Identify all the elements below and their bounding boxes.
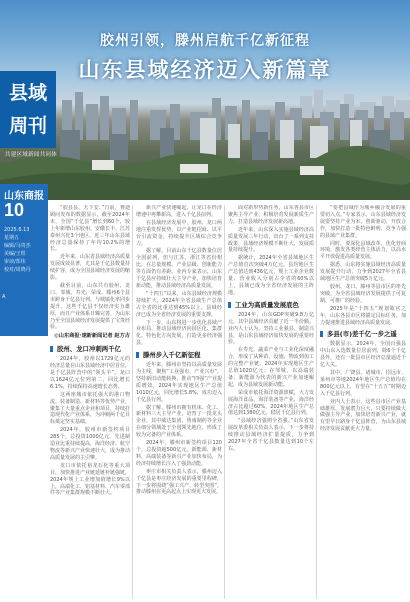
paragraph: 龙口市依托裕龙石化等重大项目，加快推进产业链延链补链强链，2024年规上工业增加值增长9%以上，高端化工、铝基材料、汽车零部件等产业集群规模不断壮大。 bbox=[50, 462, 130, 497]
paragraph: 近年来，滕州市坚持以高质量发展为主线，聚焦“工业强市、产业兴市”，坚持新旧动能转换，推动“四强”产业提质增效，2024年实现地区生产总值1010亿元，同比增长5.8%，成功迈入千亿县行列。 bbox=[136, 362, 222, 403]
paragraph: 业内人士表示，这些县市区产业基础雄厚，发展潜力巨大，只要持续做大做强主导产业，加快培育新兴产业，就有望早日跻身千亿县阵营，为山东县域经济发展贡献更大力量。 bbox=[320, 398, 406, 433]
paragraph: 近年来，山东深入实施县域经济高质量发展三年行动，出台了一系列支持政策，县域经济规模不断壮大，发展质量持续提升。 bbox=[228, 226, 314, 254]
paragraph: 在县域经济发展中，胶州、龙口两地注重发挥优势，以产业链招商、以平台引流资金，持续提升区域综合竞争力。 bbox=[136, 219, 222, 247]
paragraph: 据了解，目前山东千亿县数量位居全国前列，但与江苏、浙江等省份相比，在总量规模、产业层级、创新能力等方面仍有差距。业内专家表示，山东千亿县应持续壮大主导产业，加快培育新动能，推动县域经济高质量发展。 bbox=[136, 248, 222, 289]
newspaper-name: 山东商报 bbox=[4, 191, 44, 202]
paragraph: 荣成市依托海洋资源禀赋，大力发展海洋食品、海洋装备等产业，海洋经济占比超过60%，2024年地区生产总值达到1380亿元，稳居千亿县行列。 bbox=[228, 389, 314, 417]
masthead-proofreader: 校对/周晓丹 bbox=[4, 267, 31, 273]
paragraph: “十四五”以来，山东县域经济规模持续扩大，2024年全省县域生产总值占全省的比重达到45%以上，县域经济已成为全省经济发展的重要支撑。 bbox=[136, 290, 222, 318]
hero-title: 山东县域经济迈入新篇章 bbox=[78, 58, 332, 82]
paragraph: 据悉，山东将实施县域经济高质量发展提升行动，力争到2027年全省县域地区生产总值突破5万亿元。 bbox=[320, 262, 406, 283]
article-column-3 bbox=[228, 205, 314, 599]
page-masthead bbox=[0, 184, 48, 336]
section-heading-near-thousand: 多县(市)差千亿一步之遥 bbox=[320, 329, 406, 339]
paragraph: 据统计，2024年全省县域地区生产总值首次突破4万亿元，县均地区生产总值达到436亿元，规上工业企业数量、营业收入分别占全省的60%以上，县域已成为全省经济发展的主阵地。 bbox=[228, 255, 314, 296]
edition-label: A bbox=[2, 294, 6, 300]
paragraph: 数据显示，2024年，全国百强县中山东入选数量位居前列，除6个千亿县外，还有一批县市区经济总量逼近千亿大关。 bbox=[320, 341, 406, 369]
section-heading-tengzhou: 滕州步入千亿新征程 bbox=[136, 350, 222, 360]
article-column-2 bbox=[136, 205, 222, 599]
paragraph: “县域经济强则全省强。”山东省发展改革委相关负责人表示，下一步将持续推动县域经济扩量提质，力争到2027年全省千亿县数量达到10个左右。 bbox=[228, 418, 314, 452]
masthead-info bbox=[4, 226, 46, 274]
paragraph: 枣庄市相关负责人表示，滕州迈入千亿县是枣庄经济发展的重要里程碑，下一步将围绕“强工兴产、转型突围”，推动滕州在更高起点上实现更大发展。 bbox=[136, 468, 222, 496]
hero-banner bbox=[0, 0, 410, 200]
paragraph: 2024年，滕州市新签约项目120个，总投资超500亿元，新能源、新材料、高端装备等新兴产业加快布局，为经济持续增长注入了强劲动能。 bbox=[136, 440, 222, 467]
paragraph: 面对新形势新任务，山东各县市区聚焦主导产业，积极培育发展新质生产力，打造县域经济发展新高地。 bbox=[228, 205, 314, 225]
paragraph: 在寿光，蔬菜产业与工业化深度融合，形成了从种苗、设施、物流到加工的完整产业链，2024年实现地区生产总值1020亿元；在邹城，以高端装备、新能源为代表的新兴产业加速崛起，成为县域发展新动能。 bbox=[228, 347, 314, 388]
paragraph: 2025年是“十四五”规划收官之年，山东各县市区将锚定目标任务，加力提速推进县域经济高质量发展。 bbox=[320, 305, 406, 326]
article-column-1 bbox=[50, 205, 130, 599]
article-column-4 bbox=[320, 205, 406, 599]
paragraph: “胶县县，天下安。”日前，赛迪顾问发布的数据显示，截至2024年末，全国“千亿县”增长到60个，较上年新增山东胶州、安徽长丰、江苏泰州兴化3个地区。近三年山东县域经济总量保持了年均10.2%的增长。 bbox=[50, 205, 130, 253]
masthead-reviewer: 审读/郑伟 bbox=[4, 259, 26, 265]
masthead-weekday: 星期五 bbox=[4, 235, 20, 241]
column-divider bbox=[132, 205, 133, 599]
paragraph: 2024年，胶州以1729亿元的经济总量在山东县域经济中居首位，是千亿县阵营中的“领头羊”。龙口以1624亿元位列第二，同比增长6.1%，持续保持高速增长态势。 bbox=[50, 356, 130, 390]
masthead-date: 2025.6.13 bbox=[4, 227, 30, 233]
paragraph: 同时，要深化县域改革，优化营商环境，激发各类经营主体活力，以高水平开放促进高质量发展。 bbox=[320, 240, 406, 261]
paragraph: 胶州、龙口、滕州等县市区的率先突破，为全省县域经济发展提供了可复制、可推广的经验。 bbox=[320, 283, 406, 304]
paragraph: “要把县域作为城乡融合发展的重要切入点。”专家表示，山东县域经济发展要坚持产业为本、创新驱动、开放合作，加快打造一批特色鲜明、竞争力强的县域产业集群。 bbox=[320, 205, 406, 239]
paragraph: 其中，广饶县、诸城市、招远市、莱州市等地2024年地区生产总值均在800亿元以上，有望在“十五五”时期迈入千亿县行列。 bbox=[320, 370, 406, 397]
paragraph: 下一步，山东将进一步优化县域产业布局，推动县域经济向园区化、集群化、特色化方向发展，打造更多经济强县。 bbox=[136, 319, 222, 347]
section-heading-jiaozhou: 胶州、龙口冲刺两千亿 bbox=[50, 344, 130, 354]
masthead-designer: 美编/王煜 bbox=[4, 251, 26, 257]
article-byline: ◎山东商报·速新新闻记者 赵方古 bbox=[54, 333, 130, 340]
column-divider bbox=[316, 205, 317, 599]
column-divider bbox=[224, 205, 225, 599]
paragraph: 2024年，胶州市新签约项目285个，总投资1000亿元，先进制造业比重持续提高，海洋经济、航空物流等新兴产业快速壮大，成为推动高质量发展的主引擎。 bbox=[50, 427, 130, 461]
paragraph: 截至目前，山东共有胶州、龙口、邹城、寿光、荣成、滕州6个县市跨身千亿县行列，与城镇化率同步提升，这些千亿县不仅经济实力雄厚，而且产业体系日臻完善，为山东乃至全国县域经济发展提供了宝贵经验。 bbox=[50, 282, 130, 331]
paragraph: 新兴产业快速崛起，让龙口在经济增速中再攀新高，进入千亿县前列。 bbox=[136, 205, 222, 218]
page-number: 10 bbox=[4, 200, 25, 220]
masthead-editor: 编辑/马贵杰 bbox=[4, 243, 31, 249]
section-note: 共建区域新闻共同体 bbox=[4, 152, 58, 158]
hero-subtitle: 胶州引领，滕州启航千亿新征程 bbox=[100, 33, 310, 49]
paragraph: 近年来，山东省县域经济高质量发展成效显著，尤其是千亿县数量持续扩容，成为全国县域经济发展的缩影。 bbox=[50, 254, 130, 282]
section-title: 县域周刊 bbox=[8, 82, 47, 137]
paragraph: 据了解，滕州市拥有机床、化工、新材料三大主导产业，培育了一批龙头企业，其中威达集团、鲁南制药等企业在细分领域处于全国领先地位，形成了较为完备的产业体系。 bbox=[136, 404, 222, 439]
paragraph: 这两座城市依托强大的港口物流、装备制造、新材料等优势产业，聚集了大量重点企业和项目，持续打造现代化产业体系，为冲刺两千亿目标奠定坚实基础。 bbox=[50, 391, 130, 426]
section-heading-industry: 工业为高质量发展底色 bbox=[228, 300, 314, 310]
section-title-block bbox=[0, 71, 56, 148]
paragraph: 2024年，山东GDP突破9.8万亿元，其中县域经济贡献了近一半份额。业内人士认为，坚持工业强县、制造兴县，是山东县域经济加快发展的重要经验。 bbox=[228, 311, 314, 346]
